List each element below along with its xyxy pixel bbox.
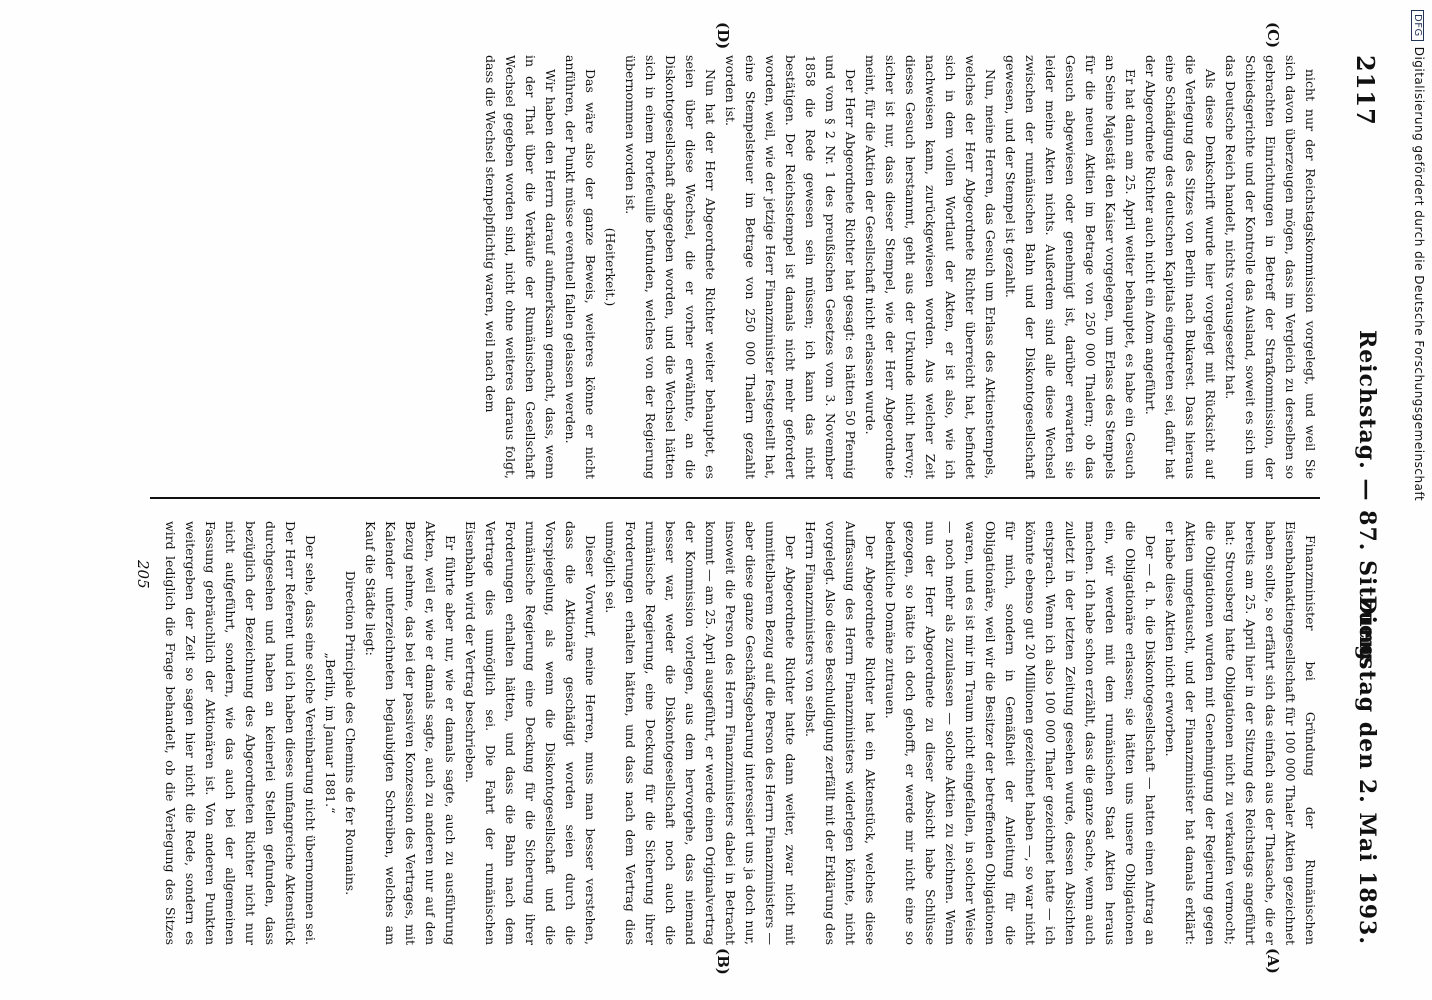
paragraph: Der Abgeordnete Richter hat ein Aktenstück, welches diese Auffassung des Herrn Finanzministers widerlegen könnte, nicht vorgelegt. Also diese Beschuldigung zerfällt mit der Erklärung des Herrn Finanzministers von selbst. xyxy=(803,521,878,945)
paragraph: Der Herr Abgeordnete Richter hat gesagt: es hätten 50 Pfennig und vom § 2 Nr. 1 des preußischen Gesetzes vom 3. November 1858 die Rede gewesen sein müssen; ich kann das nicht bestätigen. Der Reichsstempel ist damals nicht mehr gefordert worden, weil, wie der jetzige Herr Finanzminister festgestellt hat, eine Stempelsteuer im Betrage von 250 000 Thalern gezahlt worden ist. xyxy=(723,55,858,479)
page-number: 2117 xyxy=(1351,55,1380,126)
paragraph: Dieser Vorwurf, meine Herren, muss man besser verstehen, dass die Aktionäre geschädigt worden seien durch die Vorspiegelung, als wenn die Diskontogesellschaft und die rumänische Regierung eine Deckung für die Sicherung ihrer Forderungen erhalten hätten, und dass die Bahn nach dem Vertrage dies unmöglich sei. Die Fahrt der rumänischen Eisenbahn wird der Vertrag beschrieben. xyxy=(463,521,598,945)
paragraph: Er führte aber nur, wie er damals sagte, auch zu ausführung Akten, weil er, wie er damals sagte, auch zu anderen nur auf den Bezug nehme, das bei der passiven Konzession des Vertrages, mit Kalender unterzeichneten beglaubigten Schreiben, welches am Kauf die Städte liegt: xyxy=(363,521,458,945)
paragraph: Der Abgeordnete Richter hatte dann weiter, zwar nicht mit unmittelbarem Bezug auf die Person des Herrn Finanzministers — aber diese ganze Geschäftsgebarung interessiert uns ja doch nur, insoweit die Person des Herrn Finanzministers dabei in Betracht kommt — am 25. April ausgeführt, er werde einen Originalvertrag der Kommission vorlegen, aus dem hervorgehe, dass niemand besser war, weder die Diskontogesellschaft noch auch die rumänische Regierung, eine Deckung für die Sicherung ihrer Forderungen erhalten hätten, und dass nach dem Vertrag dies unmöglich sei. xyxy=(603,521,798,945)
funding-credit-bar xyxy=(1406,0,1432,1000)
funding-credit-text: Digitalisierung gefördert durch die Deutsche Forschungsgemeinschaft xyxy=(1412,46,1426,502)
paragraph: Wir haben den Herrn darauf aufmerksam gemacht, dass, wenn in der That über die Verkäufe der Rumänischen Gesellschaft Wechsel gegeben worden sind, nicht ohne weiteres daraus folgt, dass die Wechsel stempelpflichtig waren, weil nach dem xyxy=(483,55,558,479)
funding-credit xyxy=(1411,10,1426,501)
page-title: Reichstag. — 87. Sitzung. xyxy=(1354,329,1380,671)
document-heading: Direction Principale des Chemins de fer Roumains. xyxy=(343,570,358,896)
paragraph: Das wäre also der ganze Beweis, weiteres könne er nicht anführen, der Punkt müsse eventuell fallen gelassen werden. xyxy=(563,55,598,479)
paragraph: Nun hat der Herr Abgeordnete Richter weiter behauptet, es seien über diese Wechsel, die er vorher erwähnte, an die Diskontogesellschaft abgegeben worden, und die Wechsel hätten sich in einem Portefeuille befunden, welches von der Regierung übernommen worden ist. xyxy=(623,55,718,479)
paragraph: Finanzminister bei Gründung der Rumänischen Eisenbahnaktiengesellschaft für 100 000 Thaler Aktien gezeichnet haben sollte, so erfährt sich das einfach aus der Thatsache, die er bereits am 25. April hier in der Sitzung des Reichstags angeführt hat: Strousberg hatte Obligationen nicht zu verkaufen vermocht; die Obligationen wurden mit Genehmigung der Regierung gegen Aktien umgetauscht, und der Finanzminister hat damals erklärt: er habe diese Aktien nicht erworben. xyxy=(1163,521,1318,945)
margin-marker-c: (C) xyxy=(1264,22,1282,49)
margin-marker-d: (D) xyxy=(714,22,732,50)
paragraph: Der sehe, dass eine solche Vereinbarung nicht übernommen sei. Der Herr Referent und ich haben dieses umfangreiche Aktenstück durchgesehen und haben an keinerlei Stellen gefunden, dass bezüglich der Bezeichnung des Abgeordneten Richter nicht nur nicht aufgeführt, sondern, wie das auch bei der allgemeinen Fassung gebräuchlich der Aktionären ist. Von anderen Punkten weitergeben der Zeit so sagen hier nicht die Rede, sondern es wird lediglich die Frage behandelt, ob die Verlegung des Sitzes xyxy=(163,521,318,945)
session-date: Dienstag den 2. Mai 1893. xyxy=(1354,595,1380,945)
signature-mark: 205 xyxy=(134,560,152,589)
right-text-column xyxy=(160,521,1320,945)
margin-marker-b: (B) xyxy=(714,948,732,975)
margin-marker-a: (A) xyxy=(1264,948,1282,974)
document-dateline: „Berlin, im Januar 1881.“ xyxy=(323,652,338,814)
dfg-logo-icon: DFG xyxy=(1411,10,1424,41)
paragraph: Nun, meine Herren, das Gesuch um Erlass des Aktienstempels, welches der Herr Abgeordnete Richter überreicht hat, befindet sich in dem vollen Wortlaut der Akten, er ist also, wie ich nachweisen kann, zurückgewiesen worden. Aus welcher Zeit dieses Gesuch herstammt, geht aus der Urkunde nicht hervor; sicher ist nur, dass dieser Stempel, wie der Herr Abgeordnete meint, für die Aktien der Gesellschaft nicht erlassen wurde. xyxy=(863,55,998,479)
paragraph: Als diese Denkschrift wurde hier vorgelegt mit Rücksicht auf die Verlegung des Sitzes von Berlin nach Bukarest. Dass hieraus eine Schädigung des deutschen Kapitals eingetreten sei, dafür hat der Abgeordnete Richter auch nicht ein Atom angeführt. xyxy=(1143,55,1218,479)
paragraph: Der — d. h. die Diskontogesellschaft — hatten einen Antrag an die Obligationäre erlassen; sie hätten uns unsere Obligationen ein, wir werden mit dem rumänischen Staat Aktien heraus machen. Ich habe schon erzählt, dass die ganze Sache, wenn auch zuletzt in der letzten Zeitung gesehen wurde, dessen Absichten entsprach. Wenn ich also 100 000 Thaler gezeichnet hatte — ich könnte ebenso gut 20 Millionen gezeichnet haben —, so war nicht für mich, sondern in Gemäßheit der Anleitung für die Obligationäre, weil wir die Besitzer der betreffenden Obligationen waren, und es ist mir im Traum nicht eingefallen, in solcher Weise — noch mehr als zuzulassen — solche Aktien zu zeichnen. Wenn nun der Herr Abgeordnete zu dieser Absicht habe Schlüsse gezogen, so hätte ich doch gehofft, er werde mir nicht eine so bedenkliche Domäne zutrauen. xyxy=(883,521,1158,945)
column-divider xyxy=(150,497,1320,499)
left-text-column xyxy=(160,55,1320,479)
paragraph: Er hat dann am 25. April weiter behauptet, es habe ein Gesuch an Seine Majestät den Kaiser vorgelegen, um Erlass des Stempels für die neuen Aktien im Betrage von 250 000 Thalern; ob das Gesuch abgewiesen oder genehmigt ist, darüber erwarten sie leider meine Akten nichts. Außerdem sind alle diese Wechsel zwischen der rumänischen Bahn und der Diskontogesellschaft gewesen, und der Stempel ist gezahlt. xyxy=(1003,55,1138,479)
paragraph: nicht nur der Reichstagskommission vorgelegt, und weil Sie sich davon überzeugen mögen, dass im Vergleich zu derselben so gebrachten Einrichtungen in Betreff der Strafkommission, der Schiedsgerichte und der Kontrolle das Ausland, soweit es sich um das Deutsche Reich handelt, nichts vorausgesetzt hat. xyxy=(1223,55,1318,479)
interjection: (Heiterkeit.) xyxy=(603,227,618,307)
page-header xyxy=(1348,0,1388,1000)
